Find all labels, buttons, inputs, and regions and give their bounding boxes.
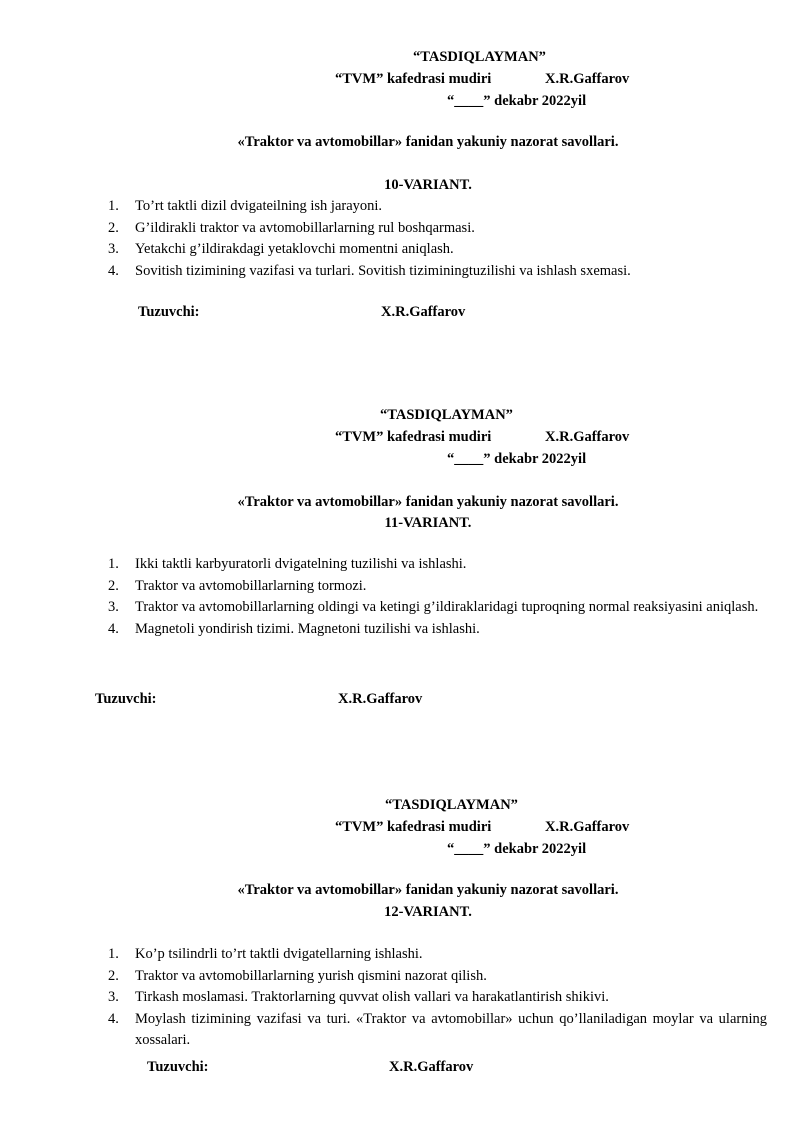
author-name: X.R.Gaffarov (381, 304, 466, 320)
author-label: Tuzuvchi: (147, 1059, 209, 1075)
question-text: Magnetoli yondirish tizimi. Magnetoni tuzilishi va ishlashi. (135, 620, 480, 637)
question-number: 4. (108, 262, 119, 279)
question-text: To’rt taktli dizil dvigateilning ish jarayoni. (135, 198, 383, 214)
approval-heading: “TASDIQLAYMAN” (380, 407, 513, 423)
question-text: Moylash tizimining vazifasi va turi. «Traktor va avtomobillar» uchun qo’llaniladigan moylar va ularning xossalari. (135, 1010, 767, 1048)
author-name: X.R.Gaffarov (338, 691, 423, 707)
department-head-name: X.R.Gaffarov (545, 819, 630, 835)
department-head-name: X.R.Gaffarov (545, 429, 630, 445)
list-item (108, 619, 767, 641)
question-number: 4. (108, 1010, 119, 1027)
question-number: 3. (108, 599, 119, 615)
approval-date: “____” dekabr 2022yil (447, 841, 587, 857)
question-text: Traktor va avtomobillarlarning tormozi. (135, 577, 367, 594)
list-item (108, 987, 767, 1009)
author-label: Tuzuvchi: (138, 304, 200, 320)
question-text: Traktor va avtomobillarlarning yurish qismini nazorat qilish. (135, 967, 487, 984)
department-head-role: “TVM” kafedrasi mudiri (335, 819, 492, 835)
list-item (108, 576, 767, 598)
list-item (108, 554, 767, 576)
question-text: G’ildirakli traktor va avtomobillarlarning rul boshqarmasi. (135, 219, 475, 236)
question-number: 3. (108, 989, 119, 1005)
question-number: 2. (108, 577, 119, 594)
question-text: Yetakchi g’ildirakdagi yetaklovchi momentni aniqlash. (135, 241, 454, 257)
list-item (108, 966, 767, 988)
author-name: X.R.Gaffarov (389, 1059, 474, 1075)
author-label: Tuzuvchi: (95, 691, 157, 707)
approval-heading: “TASDIQLAYMAN” (385, 797, 518, 813)
exam-title: «Traktor va avtomobillar» fanidan yakuniy nazorat savollari. (237, 494, 619, 510)
list-item (108, 597, 767, 619)
list-item (108, 261, 767, 283)
approval-heading: “TASDIQLAYMAN” (413, 49, 546, 65)
question-number: 2. (108, 219, 119, 236)
approval-date: “____” dekabr 2022yil (447, 93, 587, 109)
approval-date: “____” dekabr 2022yil (447, 451, 587, 467)
question-number: 3. (108, 241, 119, 257)
question-text: Tirkash moslamasi. Traktorlarning quvvat olish vallari va harakatlantirish shikivi. (135, 989, 609, 1005)
question-text: Ikki taktli karbyuratorli dvigatelning tuzilishi va ishlashi. (135, 556, 467, 572)
variant-number: 11-VARIANT. (384, 515, 472, 531)
variant-number: 12-VARIANT. (384, 904, 472, 920)
question-text: Ko’p tsilindrli to’rt taktli dvigatellarning ishlashi. (135, 946, 423, 962)
department-head-name: X.R.Gaffarov (545, 71, 630, 87)
question-text: Sovitish tizimining vazifasi va turlari. Sovitish tiziminingtuzilishi va ishlash sxemasi. (135, 262, 631, 279)
question-number: 1. (108, 198, 119, 214)
question-number: 1. (108, 946, 119, 962)
department-head-role: “TVM” kafedrasi mudiri (335, 429, 492, 445)
question-number: 2. (108, 967, 119, 984)
list-item (108, 218, 767, 240)
exam-title: «Traktor va avtomobillar» fanidan yakuniy nazorat savollari. (237, 134, 619, 150)
list-item (108, 196, 767, 218)
question-list (108, 944, 767, 1052)
variant-number: 10-VARIANT. (384, 177, 472, 193)
question-number: 1. (108, 556, 119, 572)
question-list (108, 196, 767, 282)
list-item (108, 239, 767, 261)
department-head-role: “TVM” kafedrasi mudiri (335, 71, 492, 87)
question-list (108, 554, 767, 640)
list-item (108, 944, 767, 966)
exam-title: «Traktor va avtomobillar» fanidan yakuniy nazorat savollari. (237, 882, 619, 898)
list-item (108, 1009, 767, 1052)
question-text: Traktor va avtomobillarlarning oldingi va ketingi g’ildiraklaridagi tuproqning normal reaksiyasini aniqlash. (135, 599, 759, 615)
question-number: 4. (108, 620, 119, 637)
